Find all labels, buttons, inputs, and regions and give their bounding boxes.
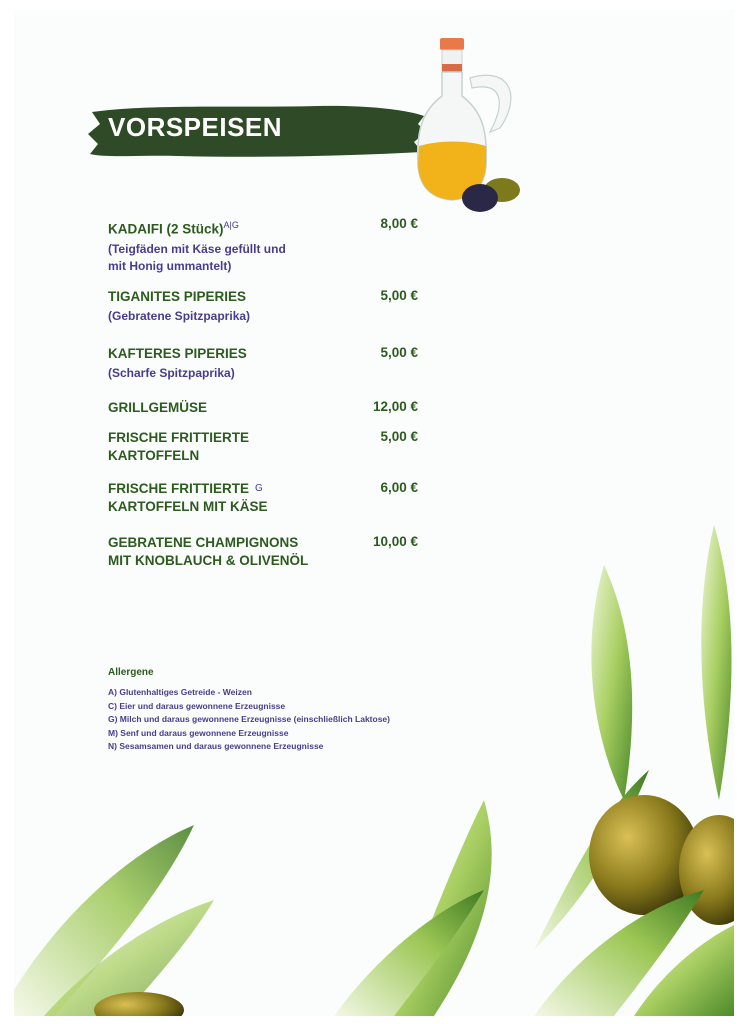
item-name-line2: MIT KNOBLAUCH & OLIVENÖL xyxy=(108,553,309,568)
menu-item xyxy=(108,534,418,570)
menu-item xyxy=(108,399,418,417)
allergens-title: Allergene xyxy=(108,667,154,678)
item-name: GRILLGEMÜSE xyxy=(108,400,208,415)
menu-item xyxy=(108,345,418,382)
item-description: mit Honig ummantelt) xyxy=(108,258,232,273)
item-name-line2: KARTOFFELN MIT KÄSE xyxy=(108,499,268,514)
item-name: TIGANITES PIPERIES xyxy=(108,289,247,304)
menu-item xyxy=(108,216,418,275)
item-price: 5,00 € xyxy=(380,345,418,360)
allergen-line: A) Glutenhaltiges Getreide - Weizen xyxy=(108,687,252,697)
menu-item xyxy=(108,288,418,325)
allergens-list xyxy=(108,686,390,754)
menu-item xyxy=(108,429,418,465)
item-description: (Gebratene Spitzpaprika) xyxy=(108,309,251,323)
item-price: 5,00 € xyxy=(380,288,418,303)
allergen-line: G) Milch und daraus gewonnene Erzeugnisse (einschließlich Laktose) xyxy=(108,714,390,724)
allergen-line: N) Sesamsamen und daraus gewonnene Erzeugnisse xyxy=(108,741,324,751)
item-price: 8,00 € xyxy=(380,216,418,231)
item-name: KAFTERES PIPERIES xyxy=(108,346,247,361)
item-name-line2: KARTOFFELN xyxy=(108,448,200,463)
allergen-line: C) Eier und daraus gewonnene Erzeugnisse xyxy=(108,700,286,711)
item-name: FRISCHE FRITTIERTE xyxy=(108,430,249,445)
section-title: VORSPEISEN xyxy=(108,112,283,142)
menu-page xyxy=(14,10,734,1016)
item-allergens: A|G xyxy=(223,220,239,230)
item-price: 12,00 € xyxy=(372,399,418,414)
item-description: (Scharfe Spitzpaprika) xyxy=(108,366,235,380)
oil-jar-icon xyxy=(410,36,530,216)
item-price: 5,00 € xyxy=(380,429,418,444)
item-price: 10,00 € xyxy=(372,534,418,549)
item-name: FRISCHE FRITTIERTE xyxy=(108,481,249,496)
item-allergens: G xyxy=(255,483,263,494)
item-description: (Teigfäden mit Käse gefüllt und xyxy=(108,241,286,256)
item-name: KADAIFI (2 Stück) xyxy=(108,221,224,237)
item-name: GEBRATENE CHAMPIGNONS xyxy=(108,535,299,550)
allergen-line: M) Senf und daraus gewonnene Erzeugnisse xyxy=(108,727,289,738)
menu-item xyxy=(108,480,418,516)
item-price: 6,00 € xyxy=(380,480,418,495)
